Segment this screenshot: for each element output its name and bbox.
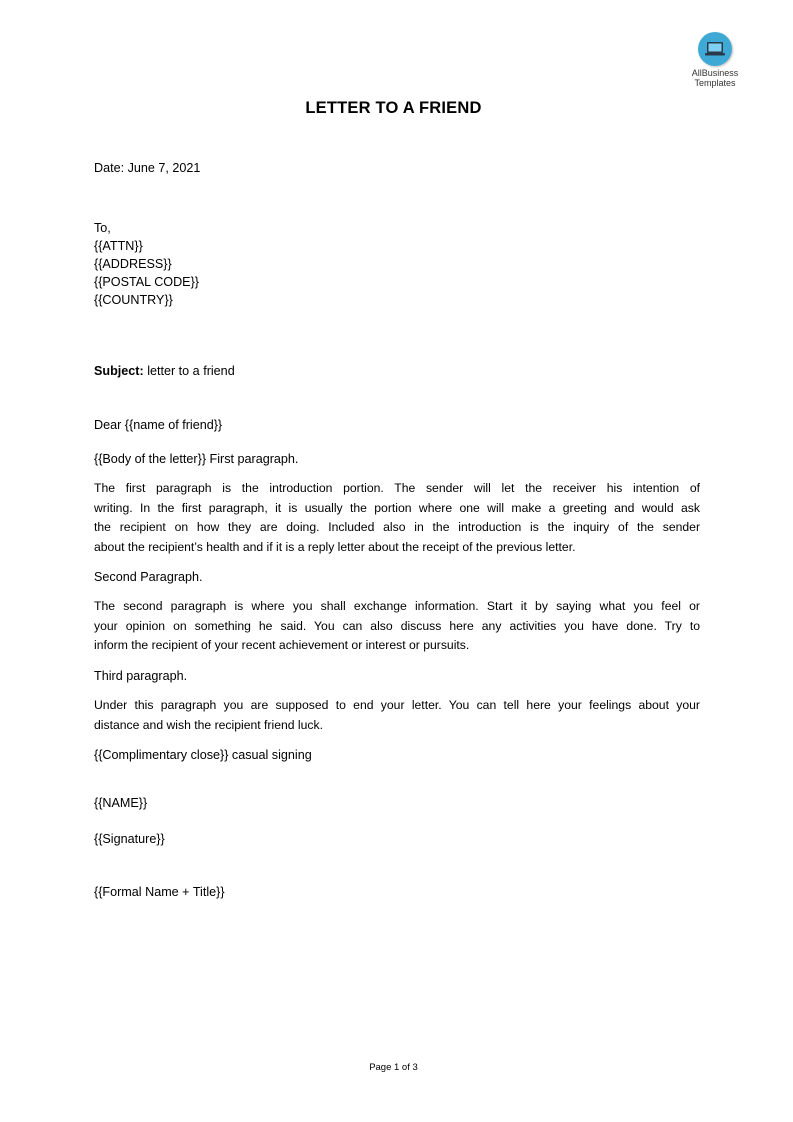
- paragraph-1: [94, 479, 700, 557]
- laptop-icon: [698, 32, 732, 66]
- paragraph-1-line: the recipient on how they are doing. Included also in the introduction is the inquiry of the sender: [94, 520, 700, 534]
- page-number: Page 1 of 3: [369, 1062, 418, 1073]
- complimentary-close: {{Complimentary close}} casual signing: [94, 748, 312, 762]
- logo-brand-line1: AllBusiness: [691, 68, 739, 78]
- sender-name: {{NAME}}: [94, 796, 148, 810]
- date-line: Date: June 7, 2021: [94, 161, 201, 175]
- paragraph-3-line: distance and wish the recipient friend luck.: [94, 717, 323, 732]
- paragraph-2-line: The second paragraph is where you shall exchange information. Start it by saying what you feel or: [94, 599, 700, 613]
- salutation: Dear {{name of friend}}: [94, 418, 223, 432]
- paragraph-3-line: Under this paragraph you are supposed to end your letter. You can tell here your feelings about your: [94, 698, 700, 712]
- paragraph-2: [94, 597, 700, 656]
- paragraph-1-line: writing. In the first paragraph, it is usually the portion where one will make a greeting and would ask: [94, 500, 700, 515]
- signature-line: {{Signature}}: [94, 832, 165, 846]
- address-attn: {{ATTN}}: [94, 239, 143, 253]
- subject-line: [94, 362, 235, 380]
- paragraph-2-line: inform the recipient of your recent achievement or interest or pursuits.: [94, 638, 470, 652]
- subject-label: Subject:: [94, 364, 144, 378]
- body-heading: {{Body of the letter}} First paragraph.: [94, 452, 299, 466]
- second-paragraph-heading: Second Paragraph.: [94, 570, 203, 584]
- document-title: LETTER TO A FRIEND: [305, 99, 482, 117]
- paragraph-1-line: about the recipient’s health and if it is a reply letter about the receipt of the previous letter.: [94, 539, 576, 554]
- formal-name-title: {{Formal Name + Title}}: [94, 885, 225, 899]
- address-postal-code: {{POSTAL CODE}}: [94, 275, 199, 289]
- paragraph-2-line: your opinion on something he said. You can also discuss here any activities you have done. Try to: [94, 618, 700, 633]
- company-logo: [680, 32, 750, 88]
- paragraph-3: [94, 696, 700, 735]
- third-paragraph-heading: Third paragraph.: [94, 669, 188, 683]
- subject-value: letter to a friend: [147, 364, 235, 378]
- logo-brand-line2: Templates: [694, 78, 736, 88]
- paragraph-1-line: The first paragraph is the introduction portion. The sender will let the receiver his intention of: [94, 481, 700, 495]
- address-country: {{COUNTRY}}: [94, 293, 173, 307]
- address-street: {{ADDRESS}}: [94, 257, 172, 271]
- address-to: To,: [94, 221, 111, 235]
- logo-text: [680, 68, 750, 88]
